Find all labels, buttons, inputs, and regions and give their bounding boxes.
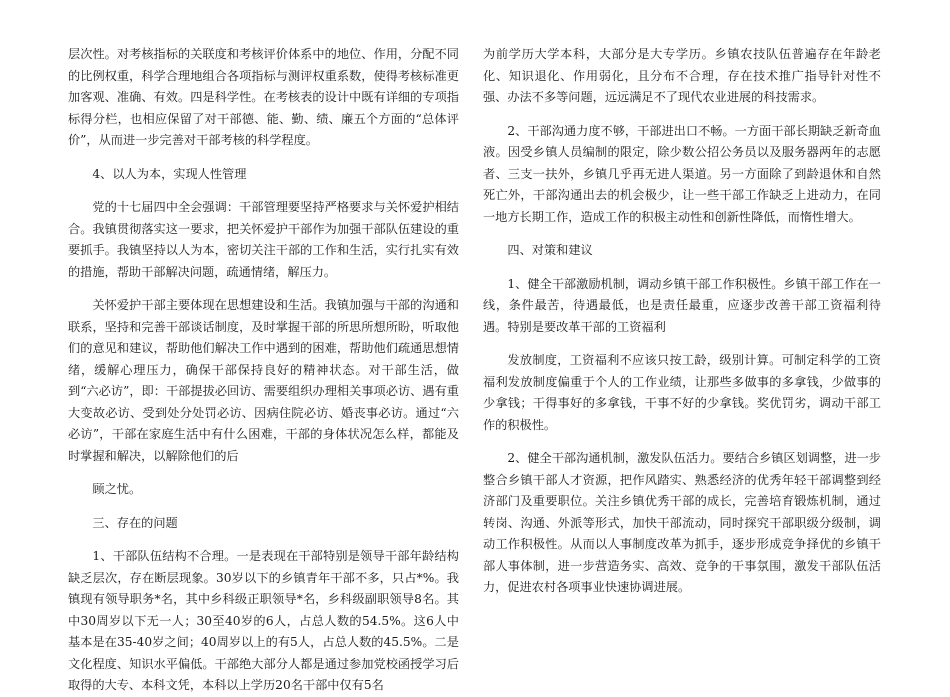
section-heading: 三、存在的问题	[92, 515, 178, 530]
paragraph: 1、干部队伍结构不合理。一是表现在干部特别是领导干部年龄结构缺乏层次，存在断层现象。30岁以下的乡镇青年干部不多，只占*%。我镇现有领导职务*名，其中乡科级正职领导*名，乡科级副职领导8名。其中30周岁以下无一人；30至40岁的6人，占总人数的54.5%。这6人中基本是在35-40岁之间；40周岁以上的有5人，占总人数的45.5%。二是文化程度、知识水平偏低。干部绝大部分人都是通过参加党校函授学习后取得的大专、本科文凭，本科以上学历20名干部中仅有5名	[68, 549, 459, 692]
paragraph: 为前学历大学本科，大部分是大专学历。乡镇农技队伍普遍存在年龄老化、知识退化、作用弱化，且分布不合理，存在技术推广指导针对性不强、办法不多等问题，远远满足不了现代农业进展的科技需求。	[483, 47, 881, 104]
section-heading: 4、以人为本，实现人性管理	[92, 166, 247, 181]
paragraph: 顾之忧。	[92, 482, 142, 496]
paragraph: 2、干部沟通力度不够，干部进出口不畅。一方面干部长期缺乏新奇血液。因受乡镇人员编制的限定，除少数公招公务员以及服务器两年的志愿者、三支一扶外，乡镇几乎再无进人渠道。另一方面除了到龄退休和自然死亡外，干部沟通出去的机会极少，让一些干部工作缺乏上进动力，在同一地方长期工作，造成工作的积极主动性和创新性降低，而惰性增大。	[483, 123, 881, 224]
right-column	[483, 44, 881, 599]
section-heading: 四、对策和建议	[507, 243, 593, 257]
paragraph: 2、健全干部沟通机制，激发队伍活力。要结合乡镇区划调整，进一步整合乡镇干部人才资源，把作风踏实、熟悉经济的优秀年轻干部调整到经济部门及重要职位。关注乡镇优秀干部的成长，完善培育锻炼机制，通过转岗、沟通、外派等形式，加快干部流动，同时探究干部职级分级制，调动工作积极性。从而以人事制度改革为抓手，逐步形成竞争择优的乡镇干部人事体制，进一步营造务实、高效、竞争的干事氛围，激发干部队伍活力，促进农村各项事业快速协调进展。	[483, 451, 881, 594]
paragraph: 发放制度，工资福利不应该只按工龄，级别计算。可制定科学的工资福利发放制度偏重于个人的工作业绩，让那些多做事的多拿钱，少做事的少拿钱；干得事好的多拿钱，干事不好的少拿钱。奖优罚劣，调动干部工作的积极性。	[483, 353, 881, 432]
paragraph: 1、健全干部激励机制，调动乡镇干部工作积极性。乡镇干部工作在一线，条件最苦，待遇最低，也是责任最重，应逐步改善干部工资福利待遇。特别是要改革干部的工资福利	[483, 276, 881, 334]
paragraph: 层次性。对考核指标的关联度和考核评价体系中的地位、作用，分配不同的比例权重，科学合理地组合各项指标与测评权重系数，使得考核标准更加客观、准确、有效。四是科学性。在考核表的设计中既有详细的专项指标得分栏，也相应保留了对干部德、能、勤、绩、廉五个方面的“总体评价”，从而进一步完善对干部考核的科学程度。	[68, 47, 459, 147]
paragraph: 党的十七届四中全会强调：干部管理要坚持严格要求与关怀爱护相结合。我镇贯彻落实这一要求，把关怀爱护干部作为加强干部队伍建设的重要抓手。我镇坚持以人为本，密切关注干部的工作和生活，实行扎实有效的措施，帮助干部解决问题，疏通情绪，解压力。	[68, 200, 459, 279]
paragraph: 关怀爱护干部主要体现在思想建设和生活。我镇加强与干部的沟通和联系，坚持和完善干部谈话制度，及时掌握干部的所思所想所盼，听取他们的意见和建议，帮助他们解决工作中遇到的困难，帮助他们疏通思想情绪，缓解心理压力，确保干部保持良好的精神状态。对干部生活，做到“六必访”，即：干部提拔必回访、需要组织办理相关事项必访、遇有重大变故必访、受到处分处罚必访、因病住院必访、婚丧事必访。通过“六必访”，干部在家庭生活中有什么困难，干部的身体状况怎么样，都能及时掌握和解决，以解除他们的后	[68, 298, 459, 463]
left-column	[68, 44, 459, 697]
